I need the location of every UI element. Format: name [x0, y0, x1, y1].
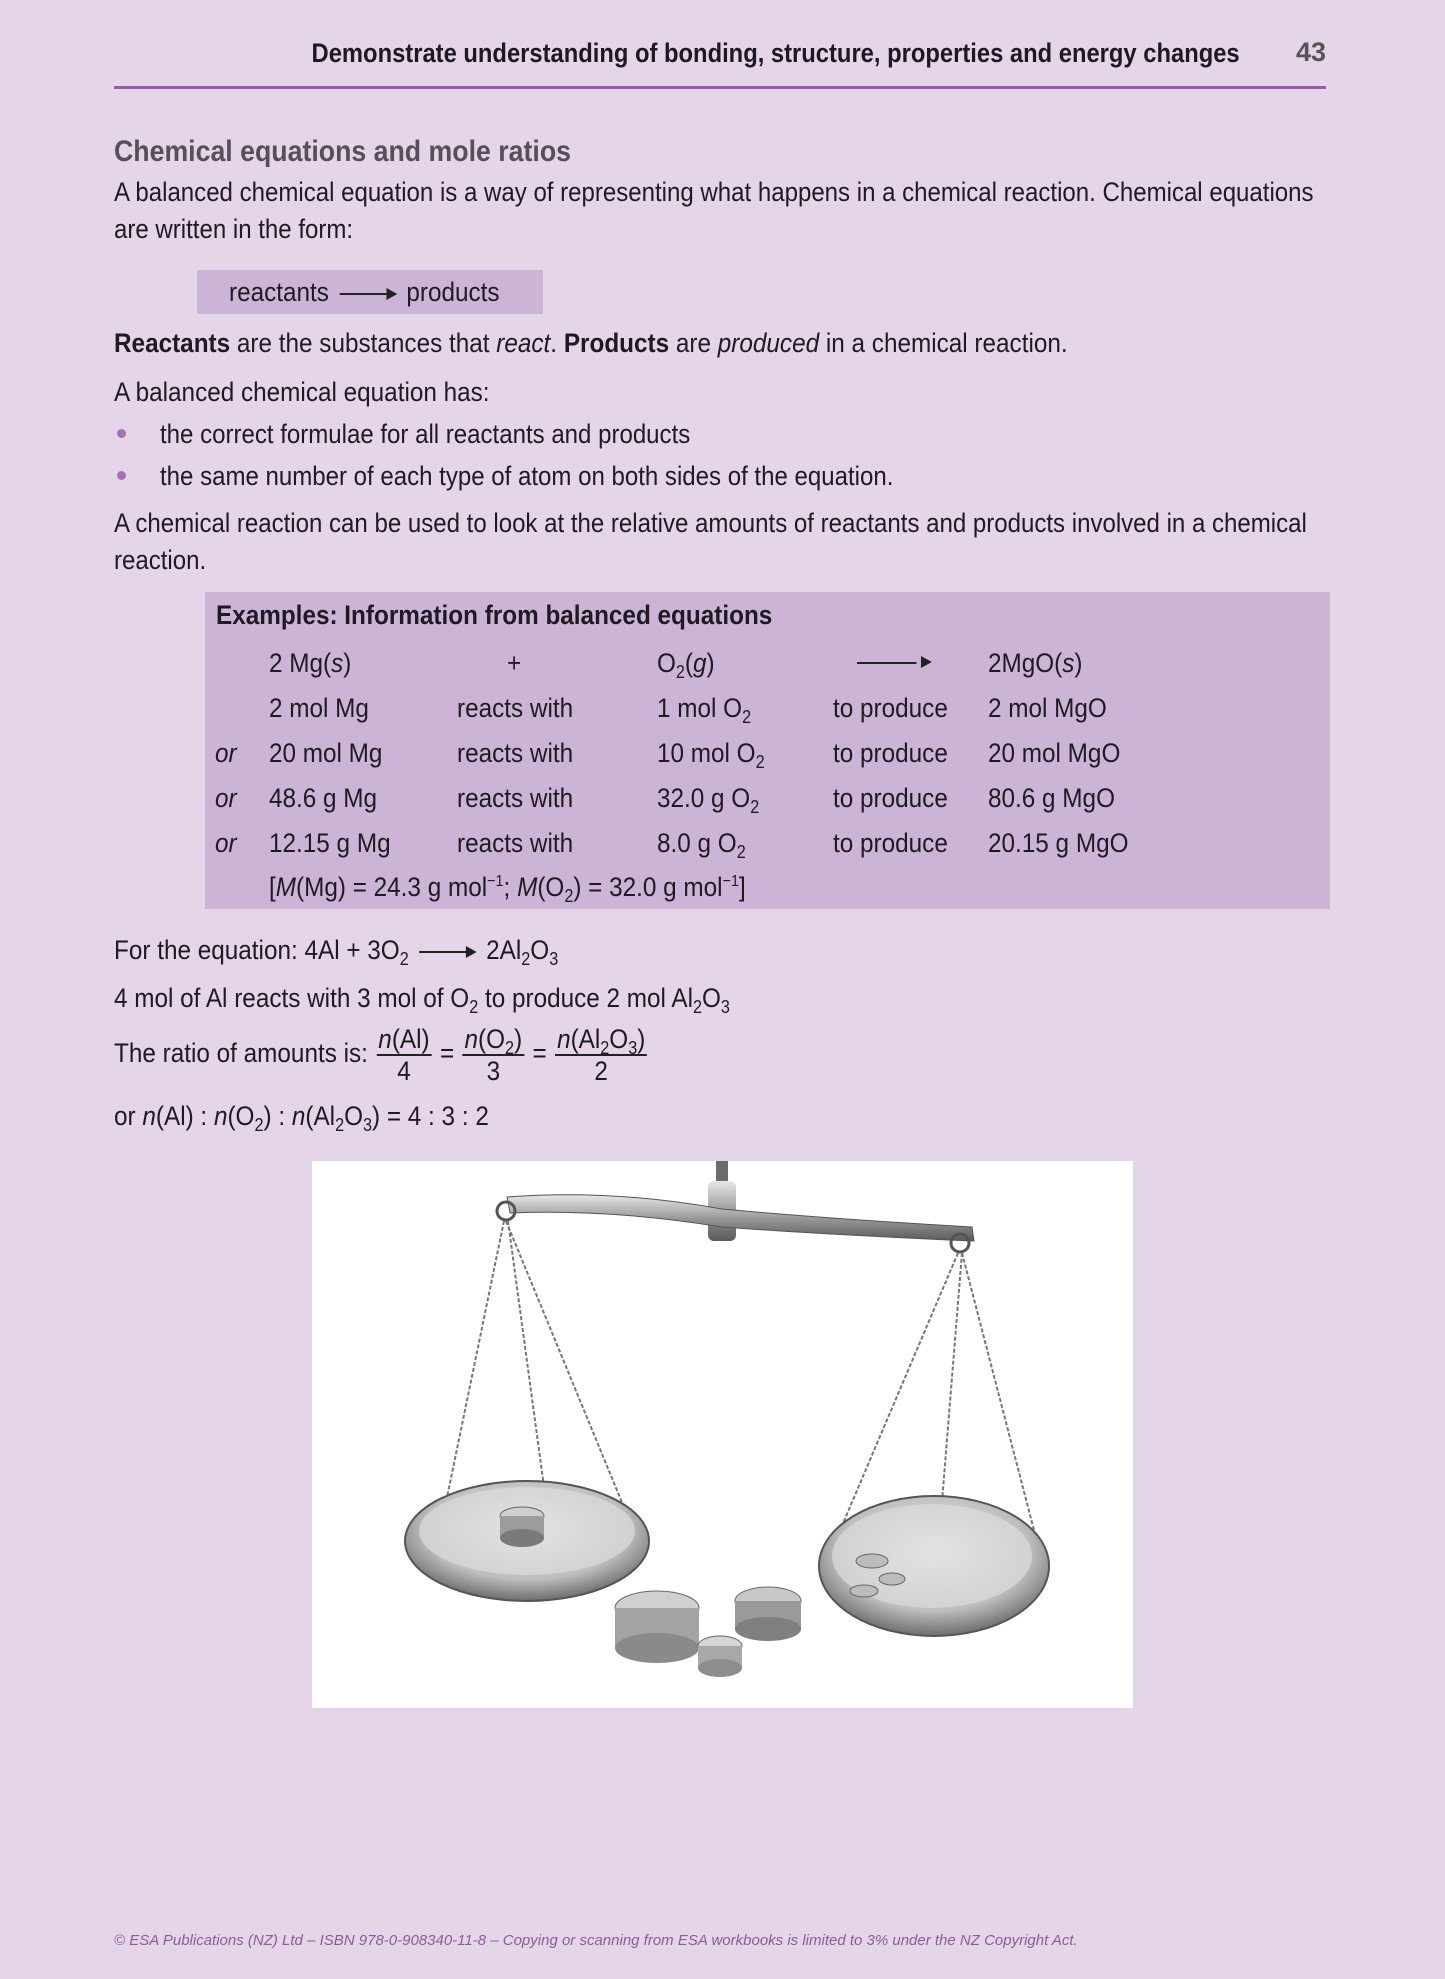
- row-reactant-a: 12.15 g Mg: [269, 828, 391, 858]
- row-reactant-b: [657, 733, 765, 773]
- al-statement: 4 mol of Al reacts with 3 mol of $O_2$ to produce 2 mol $Al_2O_3$: [114, 983, 730, 1017]
- equation-row: [205, 643, 1330, 683]
- row-verb: reacts with: [457, 828, 574, 858]
- row-product: 80.6 g MgO: [988, 783, 1115, 813]
- product-mgo: 2MgO(s): [988, 648, 1083, 678]
- fraction-denominator: 2: [594, 1055, 608, 1086]
- fraction-denominator: 4: [397, 1055, 411, 1086]
- fraction-al: $\frac{n(Al)}{4}$: [378, 1023, 430, 1086]
- section-content: [114, 130, 1336, 248]
- produced-italic: produced: [717, 328, 820, 358]
- list-item: [114, 413, 1214, 455]
- row-verb: reacts with: [457, 783, 574, 813]
- definition-text: are the substances that: [230, 328, 497, 358]
- equation-label: For the equation:: [114, 935, 298, 965]
- row-verb2: to produce: [833, 783, 948, 813]
- al-equation-line: For the equation: $4Al + 3O_2$ $2Al_2O_3$: [114, 935, 559, 969]
- bullet-text: the correct formulae for all reactants and products: [160, 419, 691, 449]
- row-verb: reacts with: [457, 693, 574, 723]
- examples-box: [205, 592, 1330, 909]
- fraction-denominator: 3: [486, 1055, 501, 1086]
- row-reactant-b-text: 1 mol O: [657, 693, 743, 723]
- row-reactant-b-text: 8.0 g O: [657, 828, 737, 858]
- row-product: 20.15 g MgO: [988, 828, 1129, 858]
- molar-mass-row: [205, 867, 1330, 907]
- row-reactant-b: [657, 778, 759, 818]
- plus-sign: +: [507, 648, 522, 678]
- row-subscript: 2: [755, 752, 765, 772]
- table-row: [205, 778, 1330, 818]
- row-subscript: 2: [736, 842, 746, 862]
- reactants-term: Reactants: [114, 328, 231, 358]
- header-title: Demonstrate understanding of bonding, structure, properties and energy changes: [311, 38, 1240, 68]
- table-row: [205, 733, 1330, 773]
- fraction-al2o3: $\frac{n(Al_2O_3)}{2}$: [557, 1023, 646, 1086]
- list-item: [114, 455, 1214, 497]
- arrow-head-icon: [921, 656, 932, 668]
- molar-masses: [M(Mg) = 24.3 g mol$^{-1}$; $M(O_2) = 32.0$ g mol$^{-1}$]: [269, 872, 746, 906]
- ratio-line: The ratio of amounts is: $\frac{n(Al)}{4}$ = $\frac{n(O_2)}{3}$ = $\frac{n(Al_2O_3)}{2}$: [114, 1023, 646, 1086]
- page-header: [114, 30, 1326, 89]
- row-reactant-a: 2 mol Mg: [269, 693, 369, 723]
- ratio-label: The ratio of amounts is:: [114, 1038, 368, 1068]
- row-prefix: or: [215, 783, 237, 813]
- row-reactant-b: [657, 688, 751, 728]
- row-subscript: 2: [750, 797, 760, 817]
- row-subscript: 2: [742, 707, 752, 727]
- reactants-products-definition: [114, 325, 1068, 362]
- react-italic: react: [496, 328, 551, 358]
- row-verb2: to produce: [833, 738, 948, 768]
- reactant-o2: $O_2(g)$: [657, 648, 715, 682]
- balanced-has: A balanced chemical equation has:: [114, 377, 490, 407]
- section-heading: Chemical equations and mole ratios: [114, 135, 571, 168]
- row-product: 20 mol MgO: [988, 738, 1121, 768]
- intro-paragraph: A balanced chemical equation is a way of representing what happens in a chemical reaction. Chemical equations are written in the form:: [114, 177, 1314, 244]
- row-reactant-b-text: 32.0 g O: [657, 783, 751, 813]
- copyright-footer: © ESA Publications (NZ) Ltd – ISBN 978-0-908340-11-8 – Copying or scanning from ESA workbooks is limited to 3% under the NZ Copyright Act.: [114, 1932, 1078, 1949]
- row-verb2: to produce: [833, 828, 948, 858]
- ratio-summary: or n(Al) : $n(O_2)$ : $n(Al_2O_3) = 4$ : 3 : 2: [114, 1101, 489, 1135]
- products-term: Products: [563, 328, 670, 358]
- row-verb2: to produce: [833, 693, 948, 723]
- row-reactant-a: 20 mol Mg: [269, 738, 383, 768]
- row-product: 2 mol MgO: [988, 693, 1107, 723]
- balance-scale-icon: [312, 1161, 1133, 1708]
- arrow-icon: [857, 662, 916, 664]
- arrow-icon: [340, 293, 396, 295]
- fraction-o2: $\frac{n(O_2)}{3}$: [464, 1023, 523, 1086]
- definition-text: .: [550, 328, 564, 358]
- reactant-mg: 2 Mg(s): [269, 648, 352, 678]
- form-reactants: reactants: [229, 277, 329, 307]
- bullet-text: the same number of each type of atom on both sides of the equation.: [160, 461, 894, 491]
- row-reactant-b-text: 10 mol O: [657, 738, 756, 768]
- definition-text: in a chemical reaction.: [819, 328, 1068, 358]
- row-prefix: or: [215, 828, 237, 858]
- bullet-list: [114, 413, 1214, 497]
- balance-scale-photo: [312, 1161, 1133, 1708]
- relative-amounts-paragraph: A chemical reaction can be used to look at the relative amounts of reactants and products involved in a chemical reaction.: [114, 508, 1307, 575]
- page-number: 43: [1295, 37, 1326, 67]
- form-products: products: [406, 277, 500, 307]
- examples-title: Examples: Information from balanced equations: [216, 600, 773, 630]
- row-verb: reacts with: [457, 738, 574, 768]
- definition-text: are: [669, 328, 718, 358]
- table-row: [205, 688, 1330, 728]
- row-reactant-a: 48.6 g Mg: [269, 783, 378, 813]
- arrow-icon: [420, 951, 476, 953]
- row-prefix: or: [215, 738, 237, 768]
- table-row: [205, 823, 1330, 863]
- reaction-form-box: [197, 270, 543, 314]
- row-reactant-b: [657, 823, 746, 863]
